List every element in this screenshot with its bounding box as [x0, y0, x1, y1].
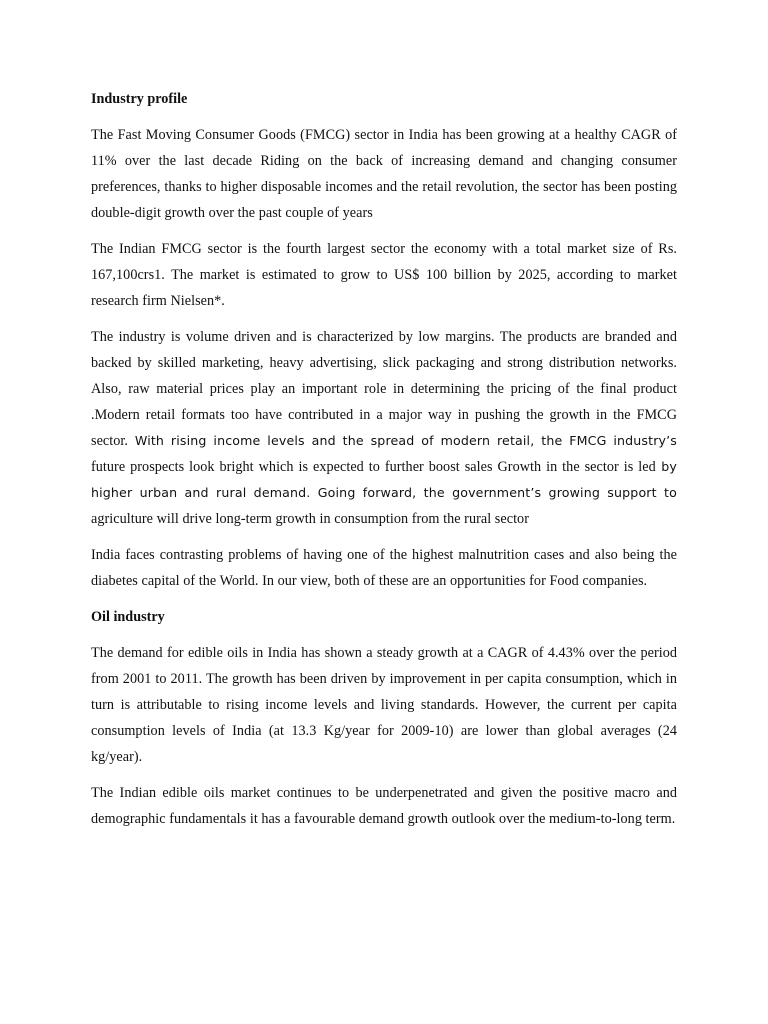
paragraph-industry-agriculture-text: agriculture will drive long-term growth in consumption from the rural sector	[91, 511, 529, 527]
paragraph-industry-prospects-text: future prospects look bright which is expected to further boost sales Growth in the sector is led	[91, 459, 656, 475]
paragraph-industry-volume-driven	[91, 324, 677, 532]
paragraph-industry-outlook-text: With rising income levels and the spread of modern retail, the FMCG industry’s	[128, 433, 677, 448]
paragraph-industry-demand-text: by higher urban and rural demand. Going forward, the government’s growing support to	[91, 459, 678, 500]
paragraph-malnutrition-diabetes: India faces contrasting problems of having one of the highest malnutrition cases and also being the diabetes capital of the World. In our view, both of these are an opportunities for Food companies.	[91, 547, 677, 589]
section-heading-oil-industry: Oil industry	[91, 609, 165, 625]
document-page	[91, 86, 677, 832]
paragraph-edible-oil-market: The Indian edible oils market continues to be underpenetrated and given the positive macro and demographic fundamentals it has a favourable demand growth outlook over the medium-to-long term.	[91, 785, 677, 827]
paragraph-edible-oil-demand: The demand for edible oils in India has shown a steady growth at a CAGR of 4.43% over the period from 2001 to 2011. The growth has been driven by improvement in per capita consumption, which in turn is attributable to rising income levels and living standards. However, the current per capita consumption levels of India (at 13.3 Kg/year for 2009-10) are lower than global averages (24 kg/year).	[91, 645, 677, 765]
paragraph-industry-volume-text: The industry is volume driven and is characterized by low margins. The products are branded and backed by skilled marketing, heavy advertising, slick packaging and strong distribution networks. Also, raw material prices play an important role in determining the pricing of the final product .Modern retail formats too have contributed in a major way in pushing the growth in the FMCG sector.	[91, 329, 677, 449]
paragraph-fmcg-market-size: The Indian FMCG sector is the fourth largest sector the economy with a total market size of Rs. 167,100crs1. The market is estimated to grow to US$ 100 billion by 2025, according to market research firm Nielsen*.	[91, 241, 677, 309]
paragraph-fmcg-growth: The Fast Moving Consumer Goods (FMCG) sector in India has been growing at a healthy CAGR of 11% over the last decade Riding on the back of increasing demand and changing consumer preferences, thanks to higher disposable incomes and the retail revolution, the sector has been posting double-digit growth over the past couple of years	[91, 127, 677, 221]
section-heading-industry-profile: Industry profile	[91, 91, 188, 107]
